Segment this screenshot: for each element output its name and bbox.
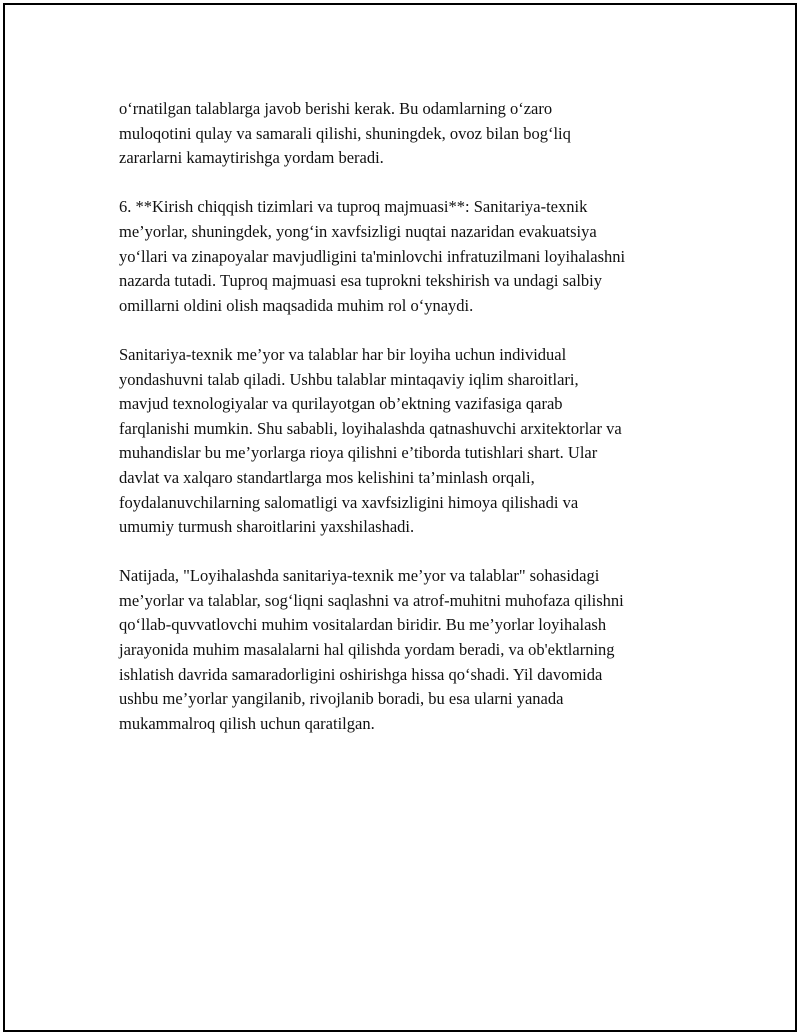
text-line: yondashuvni talab qiladi. Ushbu talablar mintaqaviy iqlim sharoitlari, [119,369,579,389]
text-line: me’yorlar va talablar, sog‘liqni saqlashni va atrof-muhitni muhofaza qilishni [119,590,624,610]
text-line: Sanitariya-texnik me’yor va talablar har bir loyiha uchun individual [119,344,567,364]
text-line: davlat va xalqaro standartlarga mos kelishini ta’minlash orqali, [119,467,535,487]
text-line: jarayonida muhim masalalarni hal qilishda yordam beradi, va ob'ektlarning [119,640,615,660]
text-line: mavjud texnologiyalar va qurilayotgan ob’ektning vazifasiga qarab [119,394,563,414]
text-line: 6. **Kirish chiqqish tizimlari va tuproq majmuasi**: Sanitariya-texnik [119,197,588,217]
text-line: Natijada, "Loyihalashda sanitariya-texnik me’yor va talablar" sohasidagi [119,566,600,586]
document-page [3,3,797,1032]
text-line: muloqotini qulay va samarali qilishi, shuningdek, ovoz bilan bog‘liq [119,123,571,143]
text-line: nazarda tutadi. Tuproq majmuasi esa tuprokni tekshirish va undagi salbiy [119,271,603,291]
paragraph-4 [119,564,709,736]
text-line: muhandislar bu me’yorlarga rioya qilishni e’tiborda tutishlari shart. Ular [119,443,598,463]
text-line: ushbu me’yorlar yangilanib, rivojlanib boradi, bu esa ularni yanada [119,689,564,709]
paragraph-2 [119,195,709,318]
text-line: me’yorlar, shuningdek, yong‘in xavfsizligi nuqtai nazaridan evakuatsiya [119,221,597,241]
paragraph-3 [119,343,709,540]
text-line: zararlarni kamaytirishga yordam beradi. [119,148,384,168]
paragraph-1 [119,97,709,171]
text-line: qo‘llab-quvvatlovchi muhim vositalardan biridir. Bu me’yorlar loyihalash [119,615,607,635]
text-line: omillarni oldini olish maqsadida muhim rol o‘ynaydi. [119,295,474,315]
text-line: ishlatish davrida samaradorligini oshirishga hissa qo‘shadi. Yil davomida [119,664,603,684]
text-line: yo‘llari va zinapoyalar mavjudligini ta'minlovchi infratuzilmani loyihalashni [119,246,626,266]
text-line: o‘rnatilgan talablarga javob berishi kerak. Bu odamlarning o‘zaro [119,99,553,118]
text-line: farqlanishi mumkin. Shu sababli, loyihalashda qatnashuvchi arxitektorlar va [119,418,622,438]
text-line: foydalanuvchilarning salomatligi va xavfsizligini himoya qilishadi va [119,492,579,512]
text-line: mukammalroq qilish uchun qaratilgan. [119,713,375,733]
text-line: umumiy turmush sharoitlarini yaxshilashadi. [119,517,415,537]
document-body [119,97,709,761]
